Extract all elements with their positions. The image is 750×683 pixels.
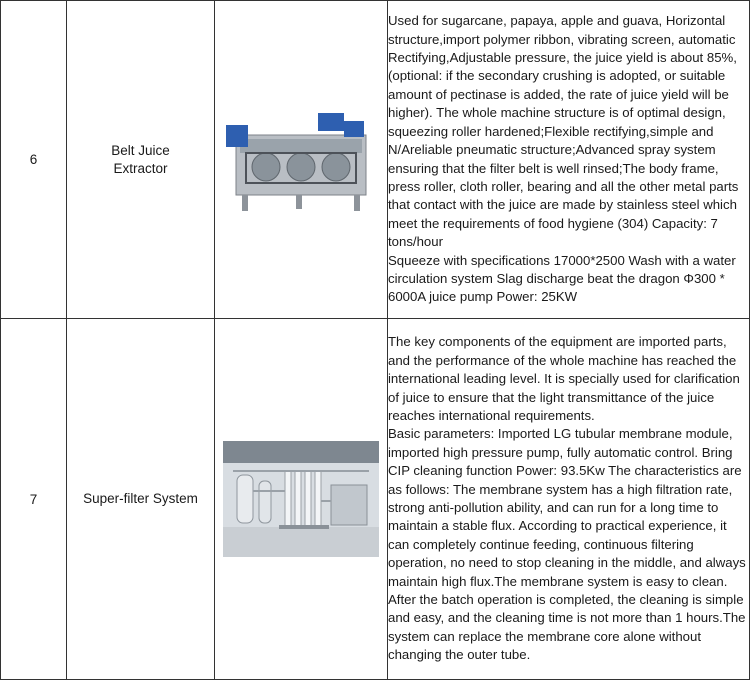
row-number: 7	[1, 319, 67, 680]
description-paragraph: The key components of the equipment are imported parts, and the performance of the whole machine has reached the international leading level. It is specially used for clarification of juice to ensure that the light transmittance of the juice reaches international requirements.	[388, 334, 740, 423]
equipment-name	[67, 319, 215, 680]
description-paragraph: Squeeze with specifications 17000*2500 Wash with a water circulation system Slag discharge beat the dragon Φ300 * 6000A juice pump Power: 25KW	[388, 252, 736, 305]
equipment-description	[388, 319, 750, 680]
equipment-name-line: Belt Juice	[111, 142, 170, 158]
equipment-image-cell	[215, 319, 388, 680]
equipment-name-line: Super-filter System	[83, 491, 198, 506]
super-filter-system-photo	[223, 441, 379, 557]
description-paragraph: Used for sugarcane, papaya, apple and guava, Horizontal structure,import polymer ribbon, vibrating screen, automatic Rectifying,Adjustable pressure, the juice yield is about 85%, (optional: if the secondary crushing is adopted, or suitable amount of pectinase is added, the rate of juice yield will be higher). The whole machine structure is of optimal design, squeezing roller hardened;Flexible rectifying,simple and N/Areliable pneumatic structure;Advanced spray system ensuring that the filter belt is well rinsed;The body frame, press roller, cloth roller, bearing and all the other metal parts that contact with the juice are made by stainless steel which meet the requirements of food hygiene (304) Capacity: 7 tons/hour	[388, 13, 739, 250]
equipment-image-cell	[215, 1, 388, 319]
description-paragraph: Basic parameters: Imported LG tubular membrane module, imported high pressure pump, fully automatic control. Bring CIP cleaning function Power: 93.5Kw The characteristics are as follows: The membrane system has a high filtration rate, strong anti-pollution ability, and can run for a long time to maintain a stable flux. According to practical experience, it can completely continue feeding, continuous filtering operation, no need to stop cleaning in the middle, and always maintain high flux.The membrane system is easy to clean. After the batch operation is completed, the cleaning is simple and easy, and the cleaning time is not more than 1 hours.The system can replace the membrane core alone without changing the outer tube.	[388, 426, 746, 663]
table-row	[1, 319, 750, 680]
row-number: 6	[1, 1, 67, 319]
table-row	[1, 1, 750, 319]
equipment-description	[388, 1, 750, 319]
equipment-name	[67, 1, 215, 319]
equipment-name-line: Extractor	[113, 160, 168, 176]
belt-juice-extractor-photo	[226, 105, 376, 215]
